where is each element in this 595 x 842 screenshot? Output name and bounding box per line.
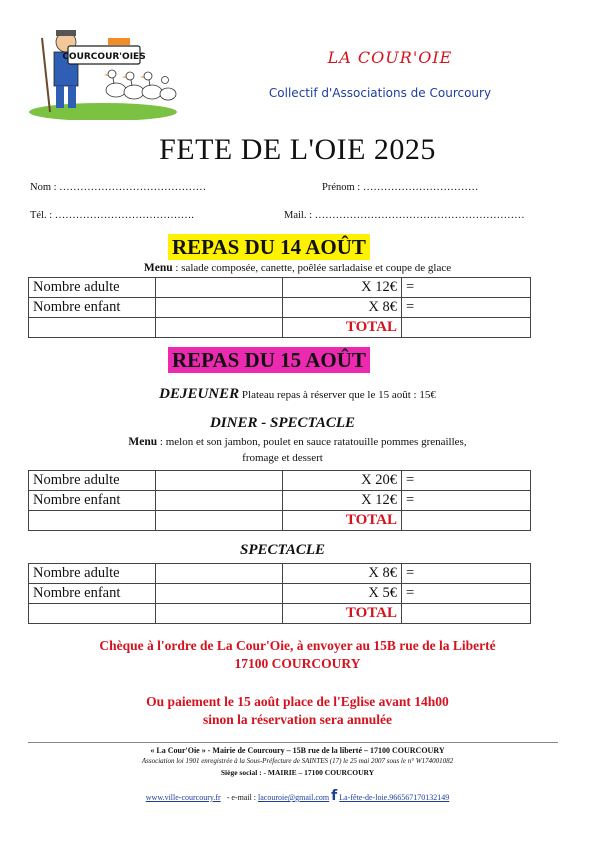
menu-15-text: : melon et son jambon, poulet en sauce ratatouille pommes grenailles, [157,436,467,448]
table-row-total [29,604,531,624]
quantity-cell[interactable] [156,491,283,511]
menu-14-label: Menu [143,262,173,274]
total-cell[interactable] [402,511,531,531]
table-row [29,298,531,318]
quantity-cell[interactable] [156,298,283,318]
table-diner [28,470,531,531]
menu-15-line2: fromage et dessert [242,452,323,464]
footer-address: « La Cour'Oie » - Mairie de Courcoury – 15B rue de la liberté – 17100 COURCOURY [150,746,445,755]
logo-image [28,28,178,120]
quantity-cell[interactable] [156,584,283,604]
facebook-icon: f [331,788,338,804]
amount-cell[interactable]: = [402,298,531,318]
total-label: TOTAL [283,511,402,531]
table-row [29,278,531,298]
footer-links [0,788,595,804]
banner-repas-14: REPAS DU 14 AOÛT [168,234,370,260]
row-label: Nombre adulte [29,278,156,298]
price-cell: X 12€ [283,491,402,511]
row-label: Nombre enfant [29,491,156,511]
total-cell[interactable] [402,318,531,338]
organisation-subtitle: Collectif d'Associations de Courcoury [268,86,492,100]
page-title: FETE DE L'OIE 2025 [159,133,436,166]
footer-siege: Siège social : - MAIRIE – 17100 COURCOURY [220,768,375,777]
organisation-name: LA COUR'OIE [327,48,453,67]
row-label: Nombre adulte [29,564,156,584]
table-row [29,564,531,584]
amount-cell[interactable]: = [402,584,531,604]
dejeuner-line [0,386,595,403]
quantity-cell[interactable] [156,471,283,491]
price-cell: X 12€ [283,278,402,298]
paiement-note-line1: Ou paiement le 15 août place de l'Eglise avant 14h00 [146,694,449,709]
email-label: - e-mail : [226,793,257,802]
mail-field[interactable]: Mail. : …………………………………………………… [284,210,525,221]
price-cell: X 8€ [283,298,402,318]
menu-14 [0,262,595,274]
amount-cell[interactable]: = [402,564,531,584]
table-row [29,491,531,511]
prenom-field[interactable]: Prénom : …………………………… [322,182,479,193]
row-label: Nombre enfant [29,584,156,604]
quantity-cell[interactable] [156,278,283,298]
menu-15 [0,436,595,448]
price-cell: X 8€ [283,564,402,584]
diner-heading: DINER - SPECTACLE [209,415,356,431]
table-row [29,584,531,604]
table-row-total [29,511,531,531]
footer-registration: Association loi 1901 enregistrée à la Sous-Préfecture de SAINTES (17) le 25 mai 2007 sous le n° W174001082 [141,757,454,765]
table-row [29,471,531,491]
table-row-total [29,318,531,338]
total-label: TOTAL [283,604,402,624]
dejeuner-text: Plateau repas à réserver que le 15 août : 15€ [239,389,436,401]
logo-text: COURCOUR'OIES [62,52,146,62]
quantity-cell[interactable] [156,564,283,584]
row-label: Nombre adulte [29,471,156,491]
footer-divider [28,742,558,743]
facebook-link[interactable]: La-fête-de-loie.966567170132149 [339,793,450,802]
amount-cell[interactable]: = [402,491,531,511]
menu-15-label: Menu [128,436,158,448]
banner-repas-15: REPAS DU 15 AOÛT [168,347,370,373]
table-repas-14 [28,277,531,338]
paiement-note-line2: sinon la réservation sera annulée [203,712,392,727]
price-cell: X 20€ [283,471,402,491]
row-label: Nombre enfant [29,298,156,318]
amount-cell[interactable]: = [402,278,531,298]
cheque-note-line2: 17100 COURCOURY [234,656,361,671]
spectacle-heading: SPECTACLE [239,542,326,558]
total-cell[interactable] [402,604,531,624]
email-link[interactable]: lacouroie@gmail.com [258,793,330,802]
price-cell: X 5€ [283,584,402,604]
cheque-note-line1: Chèque à l'ordre de La Cour'Oie, à envoyer au 15B rue de la Liberté [99,638,496,653]
dejeuner-label: DEJEUNER [159,386,240,402]
website-link[interactable]: www.ville-courcoury.fr [145,793,221,802]
tel-field[interactable]: Tél. : …………………………………. [30,210,194,221]
total-label: TOTAL [283,318,402,338]
table-spectacle [28,563,531,624]
nom-field[interactable]: Nom : …………………………………… [30,182,207,193]
menu-14-text: : salade composée, canette, poêlée sarladaise et coupe de glace [172,262,452,274]
amount-cell[interactable]: = [402,471,531,491]
